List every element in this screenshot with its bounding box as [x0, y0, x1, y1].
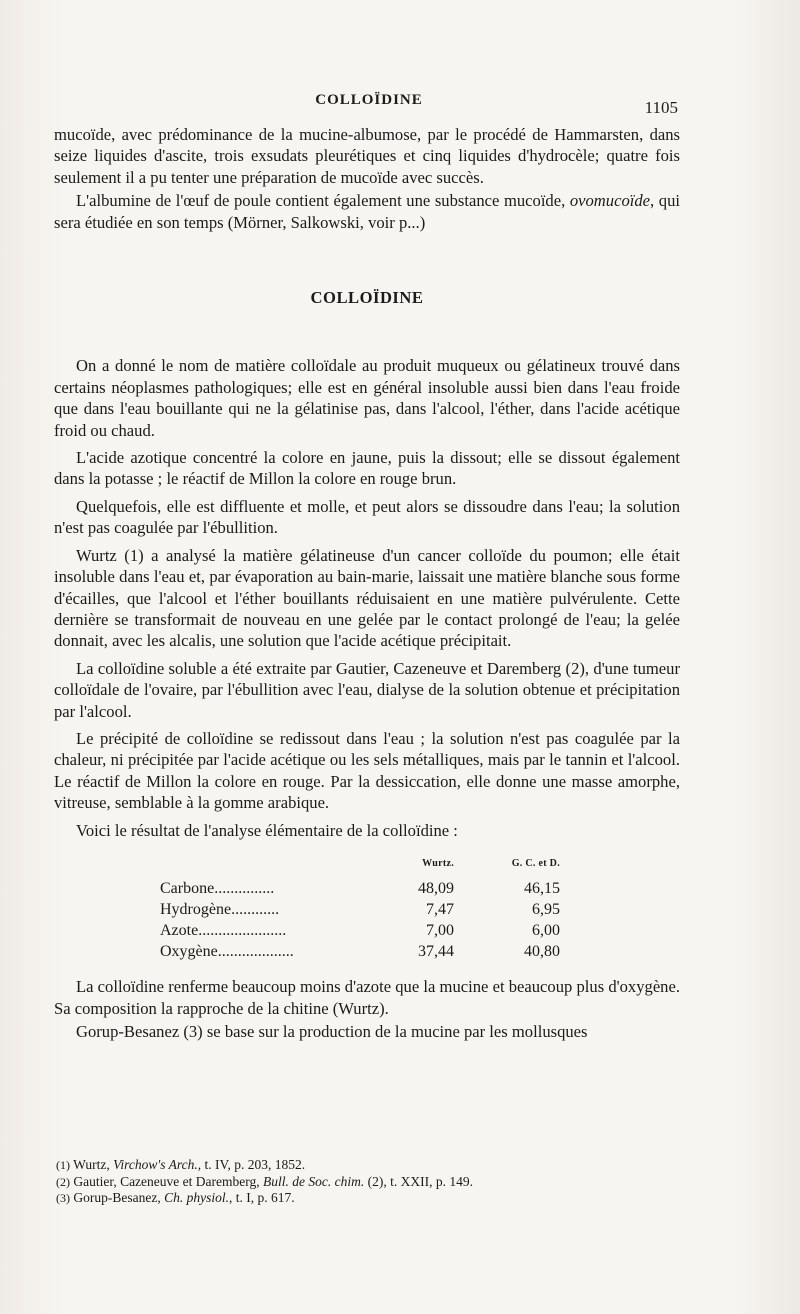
- paragraph: Quelquefois, elle est diffluente et molle, et peut alors se dissoudre dans l'eau; la solution n'est pas coagulée par l'ébullition.: [54, 496, 680, 538]
- gcd-value: 40,80: [524, 943, 560, 961]
- footnote: [56, 1174, 696, 1191]
- footnotes: [56, 1157, 696, 1207]
- table-row: [160, 899, 560, 920]
- elemental-analysis-table: [160, 853, 680, 962]
- footnote-number: (2): [56, 1174, 70, 1189]
- gcd-value: 6,00: [532, 922, 560, 940]
- paragraph-text: L'albumine de l'œuf de poule contient également une substance mucoïde,: [76, 191, 570, 211]
- italic-term: ovomucoïde: [569, 191, 651, 211]
- page-number: 1105: [644, 98, 678, 117]
- footnote: [56, 1190, 696, 1207]
- footnote-text: Gorup-Besanez,: [73, 1190, 165, 1206]
- footnote-title: Bull. de Soc. chim.: [263, 1173, 365, 1189]
- paragraph-ovomucoide: [54, 190, 680, 233]
- paragraph: Wurtz (1) a analysé la matière gélatineuse d'un cancer colloïde du poumon; elle était insoluble dans l'eau et, par évaporation au bain-marie, laissait une matière blanche sous forme d'écailles, que l'alcool et l'éther bouillants réduisaient en une matière pulvérulente. Cette dernière se transformait de nouveau en une gelée par le contact prolongé de l'eau; la gelée donnait, avec les alcalis, une solution que l'acide acétique précipitait.: [54, 545, 680, 651]
- gcd-value: 6,95: [532, 901, 560, 919]
- wurtz-value: 48,09: [418, 880, 454, 898]
- element-name: Azote......................: [160, 922, 287, 940]
- footnote-title: Virchow's Arch.: [113, 1157, 198, 1172]
- element-name: Hydrogène............: [160, 901, 280, 919]
- footnote-text: (2), t. XXII, p. 149.: [364, 1173, 473, 1189]
- footnote-number: (1): [56, 1158, 70, 1172]
- paragraph: La colloïdine renferme beaucoup moins d'azote que la mucine et beaucoup plus d'oxygène. Sa composition la rapproche de la chitine (Wurtz).: [54, 977, 680, 1018]
- wurtz-value: 7,47: [426, 901, 454, 919]
- footnote-text: Gautier, Cazeneuve et Daremberg,: [73, 1173, 263, 1189]
- paragraph: L'acide azotique concentré la colore en jaune, puis la dissout; elle se dissout également dans la potasse ; le réactif de Millon la colore en rouge brun.: [54, 448, 680, 489]
- footnote-text: Wurtz,: [73, 1157, 114, 1172]
- paragraph: Le précipité de colloïdine se redissout dans l'eau ; la solution n'est pas coagulée par la chaleur, ni précipitée par l'acide acétique ou les sels métalliques, mais par le tannin et l'alcool. Le réactif de Millon la colore en rouge. Par la dessiccation, elle donne une masse amorphe, vitreuse, semblable à la gomme arabique.: [54, 728, 680, 813]
- body-text: [54, 124, 680, 1043]
- paragraph: Gorup-Besanez (3) se base sur la production de la mucine par les mollusques: [76, 1022, 588, 1042]
- paragraph-text: , qui sera étudiée en son temps (Mörner, Salkowski, voir p...): [54, 191, 680, 232]
- footnote-text: , t. IV, p. 203, 1852.: [197, 1157, 306, 1172]
- element-name: Carbone...............: [160, 880, 275, 898]
- paragraph: Voici le résultat de l'analyse élémentaire de la colloïdine :: [76, 820, 458, 840]
- wurtz-value: 7,00: [426, 922, 454, 940]
- footnote-title: Ch. physiol.: [164, 1190, 229, 1206]
- gcd-value: 46,15: [524, 880, 560, 898]
- footnote-text: , t. I, p. 617.: [228, 1190, 295, 1206]
- table-row: [160, 878, 560, 899]
- table-row: [160, 920, 560, 941]
- footnote-number: (3): [56, 1191, 70, 1206]
- wurtz-value: 37,44: [418, 943, 454, 961]
- column-header-gcd: G. C. et D.: [511, 857, 560, 869]
- table-header-blank: [160, 853, 356, 878]
- element-name: Oxygène...................: [160, 943, 294, 961]
- running-head: COLLOÏDINE: [315, 92, 423, 108]
- column-header-wurtz: Wurtz.: [422, 857, 454, 869]
- section-title: COLLOÏDINE: [310, 288, 424, 308]
- table-row: [160, 941, 560, 962]
- paragraph-continuation: mucoïde, avec prédominance de la mucine-albumose, par le procédé de Hammarsten, dans seize liquides d'ascite, trois exsudats pleurétiques et cinq liquides d'hydrocèle; quatre fois seulement il a pu tenter une préparation de mucoïde avec succès.: [54, 125, 680, 187]
- table-header-row: [160, 853, 560, 878]
- paragraph: La colloïdine soluble a été extraite par Gautier, Cazeneuve et Daremberg (2), d'une tumeur colloïdale de l'ovaire, par l'ébullition avec l'eau, dialyse de la solution obtenue et précipitation par l'alcool.: [54, 658, 680, 721]
- footnote: [56, 1157, 696, 1174]
- paragraph: On a donné le nom de matière colloïdale au produit muqueux ou gélatineux trouvé dans certains néoplasmes pathologiques; elle est en général insoluble aussi bien dans l'eau froide que dans l'eau bouillante qui ne la gélatinise pas, dans l'alcool, l'éther, dans l'acide acétique froid ou chaud.: [54, 356, 680, 440]
